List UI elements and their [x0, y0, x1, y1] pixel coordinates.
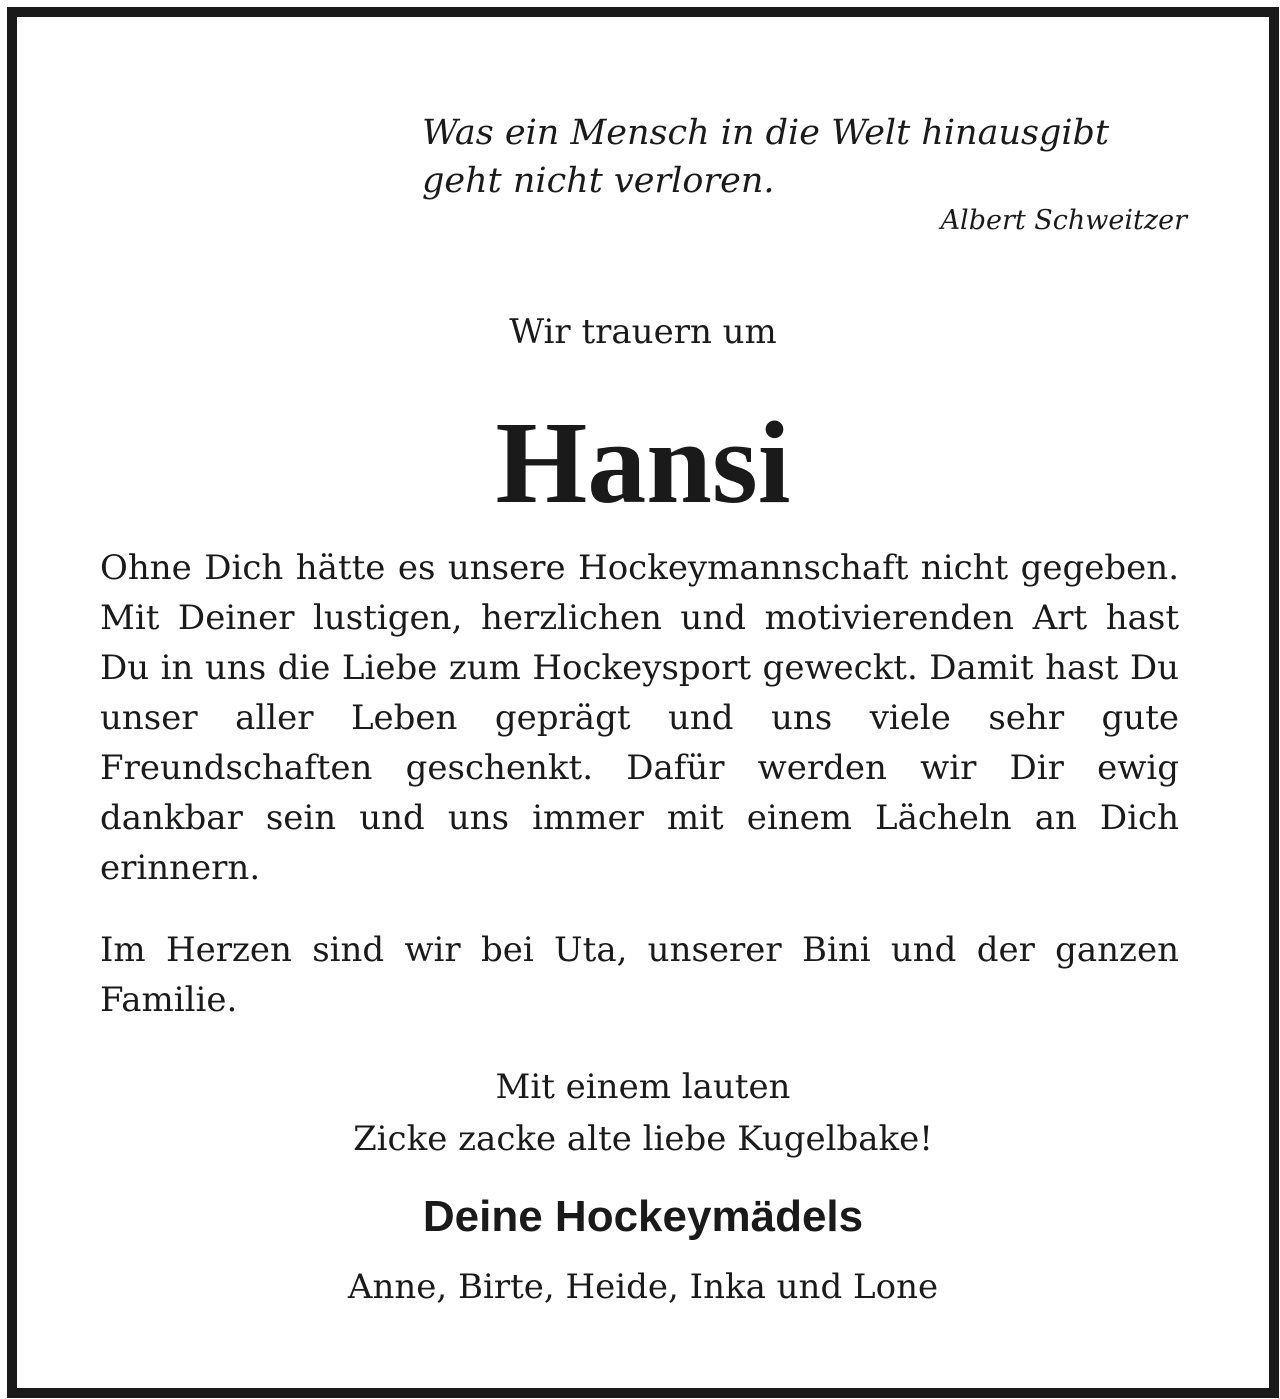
closing-line-2: Zicke zacke alte liebe Kugelbake! — [353, 1119, 933, 1159]
deceased-name: Hansi — [495, 397, 791, 528]
obituary-notice — [7, 7, 1279, 1398]
mourning-intro: Wir trauern um — [509, 312, 777, 352]
tribute-paragraph: Ohne Dich hätte es unsere Hockeymannschaft nicht gegeben. Mit Deiner lustigen, herzlichen und motivierenden Art hast Du in uns die Liebe zum Hockeysport geweckt. Damit hast Du unser aller Leben geprägt und uns viele sehr gute Freundschaften geschenkt. Dafür werden wir Dir ewig dankbar sein und uns immer mit einem Lächeln an Dich erinnern. — [100, 548, 1179, 888]
condolence-paragraph: Im Herzen sind wir bei Uta, unserer Bini und der ganzen Familie. — [100, 930, 1179, 1020]
epigraph-quote — [422, 109, 1182, 205]
signature-heading: Deine Hockeymädels — [422, 1192, 864, 1241]
quote-line-1: Was ein Mensch in die Welt hinausgibt — [422, 113, 1110, 153]
closing-lines — [17, 1061, 1269, 1165]
signatory-names: Anne, Birte, Heide, Inka und Lone — [347, 1267, 939, 1307]
quote-author: Albert Schweitzer — [940, 205, 1187, 236]
quote-line-2: geht nicht verloren. — [422, 161, 775, 201]
closing-line-1: Mit einem lauten — [495, 1067, 791, 1107]
